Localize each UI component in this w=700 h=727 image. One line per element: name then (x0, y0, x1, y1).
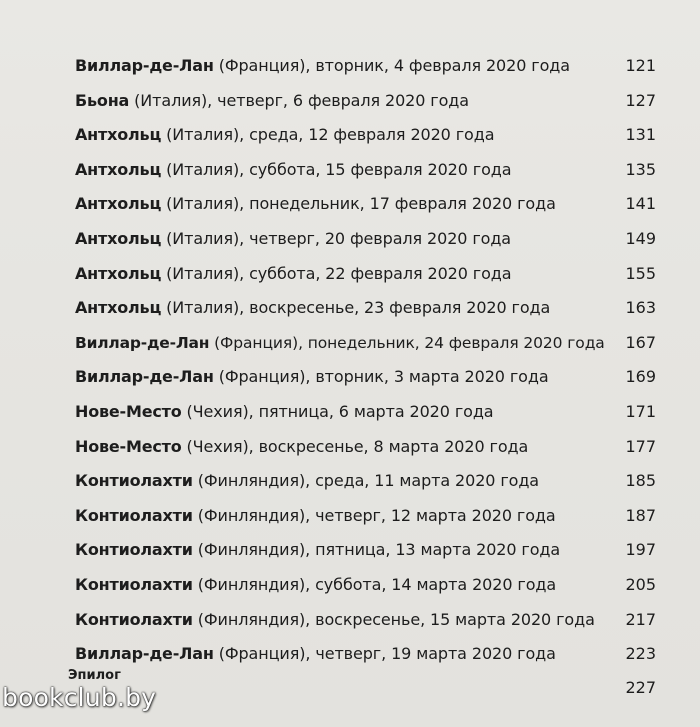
toc-entry-page-number: 197 (625, 540, 656, 559)
toc-entry (75, 400, 494, 424)
toc-entry-place: Антхольц (75, 229, 162, 248)
toc-entry-page-number: 141 (625, 194, 656, 213)
toc-entry-details: (Франция), вторник, 4 февраля 2020 года (213, 56, 570, 75)
toc-entry-place: Антхольц (75, 298, 162, 317)
toc-entry-page-number: 127 (625, 91, 656, 110)
toc-entry-page-number: 223 (625, 644, 656, 663)
toc-entry-details: (Финляндия), среда, 11 марта 2020 года (192, 471, 539, 490)
toc-entry-details: (Италия), суббота, 15 февраля 2020 года (161, 160, 512, 179)
toc-entry-page-number: 155 (625, 264, 656, 283)
toc-entry-details: (Чехия), воскресенье, 8 марта 2020 года (181, 437, 529, 456)
toc-entry-details: (Италия), четверг, 20 февраля 2020 года (161, 229, 512, 248)
toc-entry-details: (Франция), четверг, 19 марта 2020 года (213, 644, 556, 663)
toc-entry (75, 331, 605, 355)
toc-entry-page-number: 131 (625, 125, 656, 144)
toc-entry-place: Виллар-де-Лан (75, 644, 214, 663)
epilog-title: Эпилог (68, 668, 121, 683)
toc-entry-page-number: 185 (625, 471, 656, 490)
toc-entry-place: Контиолахти (75, 540, 193, 559)
toc-entry (75, 123, 494, 147)
watermark-logo: bookclub.by (2, 683, 157, 712)
toc-entry (75, 192, 556, 216)
toc-entry (75, 608, 595, 632)
toc-entry-details: (Италия), суббота, 22 февраля 2020 года (161, 264, 512, 283)
toc-entry-page-number: 121 (625, 56, 656, 75)
toc-entry-place: Контиолахти (75, 506, 193, 525)
toc-entry (75, 54, 570, 78)
toc-entry (75, 538, 560, 562)
toc-entry-place: Антхольц (75, 194, 162, 213)
toc-entry-place: Бьона (75, 91, 130, 110)
toc-entry-details: (Финляндия), пятница, 13 марта 2020 года (192, 540, 561, 559)
epilog-page-number: 227 (625, 678, 656, 697)
toc-entry-page-number: 169 (625, 367, 656, 386)
toc-entry-details: (Италия), среда, 12 февраля 2020 года (161, 125, 495, 144)
toc-entry-details: (Франция), вторник, 3 марта 2020 года (213, 367, 549, 386)
toc-entry-page-number: 205 (625, 575, 656, 594)
toc-entry-page-number: 163 (625, 298, 656, 317)
toc-entry-details: (Финляндия), суббота, 14 марта 2020 года (192, 575, 557, 594)
toc-entry (75, 158, 511, 182)
toc-entry-page-number: 167 (625, 333, 656, 352)
toc-entry-place: Антхольц (75, 125, 162, 144)
toc-entry (75, 227, 511, 251)
toc-entry-place: Виллар-де-Лан (75, 334, 210, 352)
toc-entry-place: Контиолахти (75, 471, 193, 490)
toc-entry-details: (Италия), воскресенье, 23 февраля 2020 года (161, 298, 551, 317)
toc-entry-place: Нове-Место (75, 437, 182, 456)
toc-entry (75, 469, 539, 493)
toc-entry-place: Антхольц (75, 160, 162, 179)
toc-entry (75, 573, 556, 597)
toc-entry-details: (Чехия), пятница, 6 марта 2020 года (181, 402, 494, 421)
toc-entry-details: (Финляндия), воскресенье, 15 марта 2020 года (192, 610, 595, 629)
toc-entry-place: Нове-Место (75, 402, 182, 421)
toc-entry (75, 365, 549, 389)
toc-entry-place: Контиолахти (75, 575, 193, 594)
toc-entry-page-number: 177 (625, 437, 656, 456)
toc-entry-page-number: 171 (625, 402, 656, 421)
toc-entry (75, 435, 528, 459)
toc-entry-place: Антхольц (75, 264, 162, 283)
toc-entry-page-number: 135 (625, 160, 656, 179)
toc-entry-place: Контиолахти (75, 610, 193, 629)
toc-entry (75, 296, 550, 320)
toc-entry-page-number: 187 (625, 506, 656, 525)
toc-entry-page-number: 217 (625, 610, 656, 629)
toc-entry-page-number: 149 (625, 229, 656, 248)
toc-entry-details: (Финляндия), четверг, 12 марта 2020 года (192, 506, 556, 525)
toc-entry-details: (Италия), четверг, 6 февраля 2020 года (129, 91, 469, 110)
toc-entry-details: (Италия), понедельник, 17 февраля 2020 года (161, 194, 556, 213)
toc-entry-place: Виллар-де-Лан (75, 367, 214, 386)
toc-entry (75, 642, 556, 666)
toc-entry (75, 504, 556, 528)
toc-entry-place: Виллар-де-Лан (75, 56, 214, 75)
toc-entry-details: (Франция), понедельник, 24 февраля 2020 года (209, 334, 605, 352)
toc-entry (75, 262, 511, 286)
toc-entry (75, 89, 469, 113)
